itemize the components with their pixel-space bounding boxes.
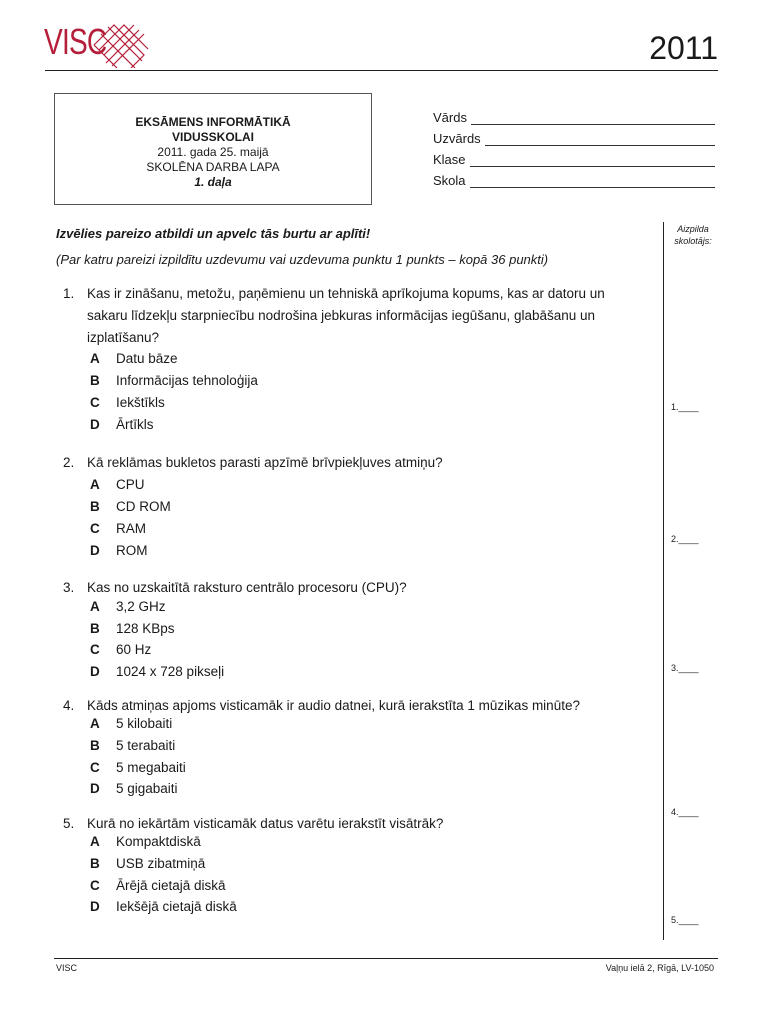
worksheet-label: SKOLĒNA DARBA LAPA bbox=[146, 160, 280, 174]
option-letter[interactable]: C bbox=[90, 878, 100, 893]
question-number: 2. bbox=[63, 455, 75, 470]
question-1-text bbox=[87, 283, 647, 349]
surname-label: Uzvārds bbox=[433, 131, 481, 146]
class-line[interactable] bbox=[470, 155, 715, 167]
score-slot[interactable]: 2.____ bbox=[671, 534, 699, 544]
exam-date: 2011. gada 25. maijā bbox=[157, 145, 269, 159]
header-divider bbox=[45, 70, 718, 71]
option-letter[interactable]: B bbox=[90, 856, 100, 871]
option-text: Ārtīkls bbox=[116, 417, 154, 432]
option-text: Iekštīkls bbox=[116, 395, 165, 410]
option-text: 3,2 GHz bbox=[116, 599, 166, 614]
exam-title-line2: VIDUSSKOLAI bbox=[171, 130, 254, 144]
option-letter[interactable]: B bbox=[90, 499, 100, 514]
surname-line[interactable] bbox=[485, 134, 715, 146]
question-text-line: Kas ir zināšanu, metožu, paņēmienu un tehniskā aprīkojuma kopums, kas ar datoru un bbox=[87, 286, 605, 301]
score-slot[interactable]: 1.____ bbox=[671, 402, 699, 412]
option-text: 5 terabaiti bbox=[116, 738, 176, 753]
footer-divider bbox=[54, 958, 718, 959]
class-label: Klase bbox=[433, 152, 466, 167]
score-slot[interactable]: 5.____ bbox=[671, 915, 699, 925]
score-slot[interactable]: 4.____ bbox=[671, 807, 699, 817]
name-line[interactable] bbox=[471, 113, 715, 125]
option-text: 5 megabaiti bbox=[116, 760, 186, 775]
question-text-line: izplatīšanu? bbox=[87, 330, 160, 345]
instruction-main: Izvēlies pareizo atbildi un apvelc tās burtu ar aplīti! bbox=[56, 226, 371, 241]
option-text: 128 KBps bbox=[116, 621, 175, 636]
part-label: 1. daļa bbox=[194, 175, 232, 189]
surname-field[interactable] bbox=[433, 131, 715, 146]
question-number: 4. bbox=[63, 698, 75, 713]
school-label: Skola bbox=[433, 173, 466, 188]
teacher-column-line1: Aizpilda bbox=[677, 224, 709, 234]
footer-left: VISC bbox=[56, 963, 78, 973]
option-letter[interactable]: C bbox=[90, 642, 100, 657]
option-text: USB zibatmiņā bbox=[116, 856, 206, 871]
logo-text: VISC bbox=[44, 21, 107, 62]
teacher-column-divider bbox=[663, 222, 664, 940]
option-letter[interactable]: A bbox=[90, 477, 100, 492]
option-text: 60 Hz bbox=[116, 642, 152, 657]
question-text-line: Kā reklāmas bukletos parasti apzīmē brīvpiekļuves atmiņu? bbox=[87, 455, 443, 470]
score-slot[interactable]: 3.____ bbox=[671, 663, 699, 673]
exam-year: 2011 bbox=[649, 30, 718, 66]
option-text: Ārējā cietajā diskā bbox=[116, 878, 226, 893]
option-letter[interactable]: C bbox=[90, 395, 100, 410]
option-letter[interactable]: A bbox=[90, 716, 100, 731]
name-label: Vārds bbox=[433, 110, 467, 125]
option-letter[interactable]: D bbox=[90, 664, 100, 679]
question-number: 1. bbox=[63, 286, 75, 301]
name-field[interactable] bbox=[433, 110, 715, 125]
class-field[interactable] bbox=[433, 152, 715, 167]
question-text-line: Kas no uzskaitītā raksturo centrālo procesoru (CPU)? bbox=[87, 580, 407, 595]
footer-address: Vaļņu ielā 2, Rīgā, LV-1050 bbox=[605, 963, 714, 973]
option-text: CD ROM bbox=[116, 499, 171, 514]
option-text: Informācijas tehnoloģija bbox=[116, 373, 258, 388]
option-text: 5 kilobaiti bbox=[116, 716, 173, 731]
option-text: ROM bbox=[116, 543, 148, 558]
question-number: 3. bbox=[63, 580, 75, 595]
option-text: Datu bāze bbox=[116, 351, 178, 366]
option-letter[interactable]: B bbox=[90, 738, 100, 753]
exam-title-line1: EKSĀMENS INFORMĀTIKĀ bbox=[135, 115, 291, 129]
teacher-column-header bbox=[664, 223, 722, 247]
option-letter[interactable]: C bbox=[90, 760, 100, 775]
option-letter[interactable]: D bbox=[90, 899, 100, 914]
option-letter[interactable]: D bbox=[90, 543, 100, 558]
option-text: 1024 x 728 pikseļi bbox=[116, 664, 225, 679]
option-letter[interactable]: D bbox=[90, 417, 100, 432]
logo-lattice-icon bbox=[44, 22, 149, 68]
exam-title-box bbox=[54, 93, 372, 205]
question-text-line: Kāds atmiņas apjoms visticamāk ir audio datnei, kurā ierakstīta 1 mūzikas minūte? bbox=[87, 698, 580, 713]
option-letter[interactable]: B bbox=[90, 373, 100, 388]
question-text-line: Kurā no iekārtām visticamāk datus varētu ierakstīt visātrāk? bbox=[87, 816, 444, 831]
question-number: 5. bbox=[63, 816, 75, 831]
option-letter[interactable]: D bbox=[90, 781, 100, 796]
option-text: CPU bbox=[116, 477, 145, 492]
option-letter[interactable]: A bbox=[90, 351, 100, 366]
option-letter[interactable]: A bbox=[90, 834, 100, 849]
school-field[interactable] bbox=[433, 173, 715, 188]
option-letter[interactable]: A bbox=[90, 599, 100, 614]
school-line[interactable] bbox=[470, 176, 715, 188]
option-text: RAM bbox=[116, 521, 146, 536]
option-text: Iekšējā cietajā diskā bbox=[116, 899, 237, 914]
option-letter[interactable]: C bbox=[90, 521, 100, 536]
option-text: 5 gigabaiti bbox=[116, 781, 178, 796]
option-letter[interactable]: B bbox=[90, 621, 100, 636]
question-text-line: sakaru līdzekļu starpniecību nodrošina jebkuras informācijas iegūšanu, glabāšanu un bbox=[87, 308, 596, 323]
teacher-column-line2: skolotājs: bbox=[674, 236, 712, 246]
instruction-points: (Par katru pareizi izpildītu uzdevumu vai uzdevuma punktu 1 punkts – kopā 36 punkti) bbox=[56, 252, 549, 267]
option-text: Kompaktdiskā bbox=[116, 834, 201, 849]
